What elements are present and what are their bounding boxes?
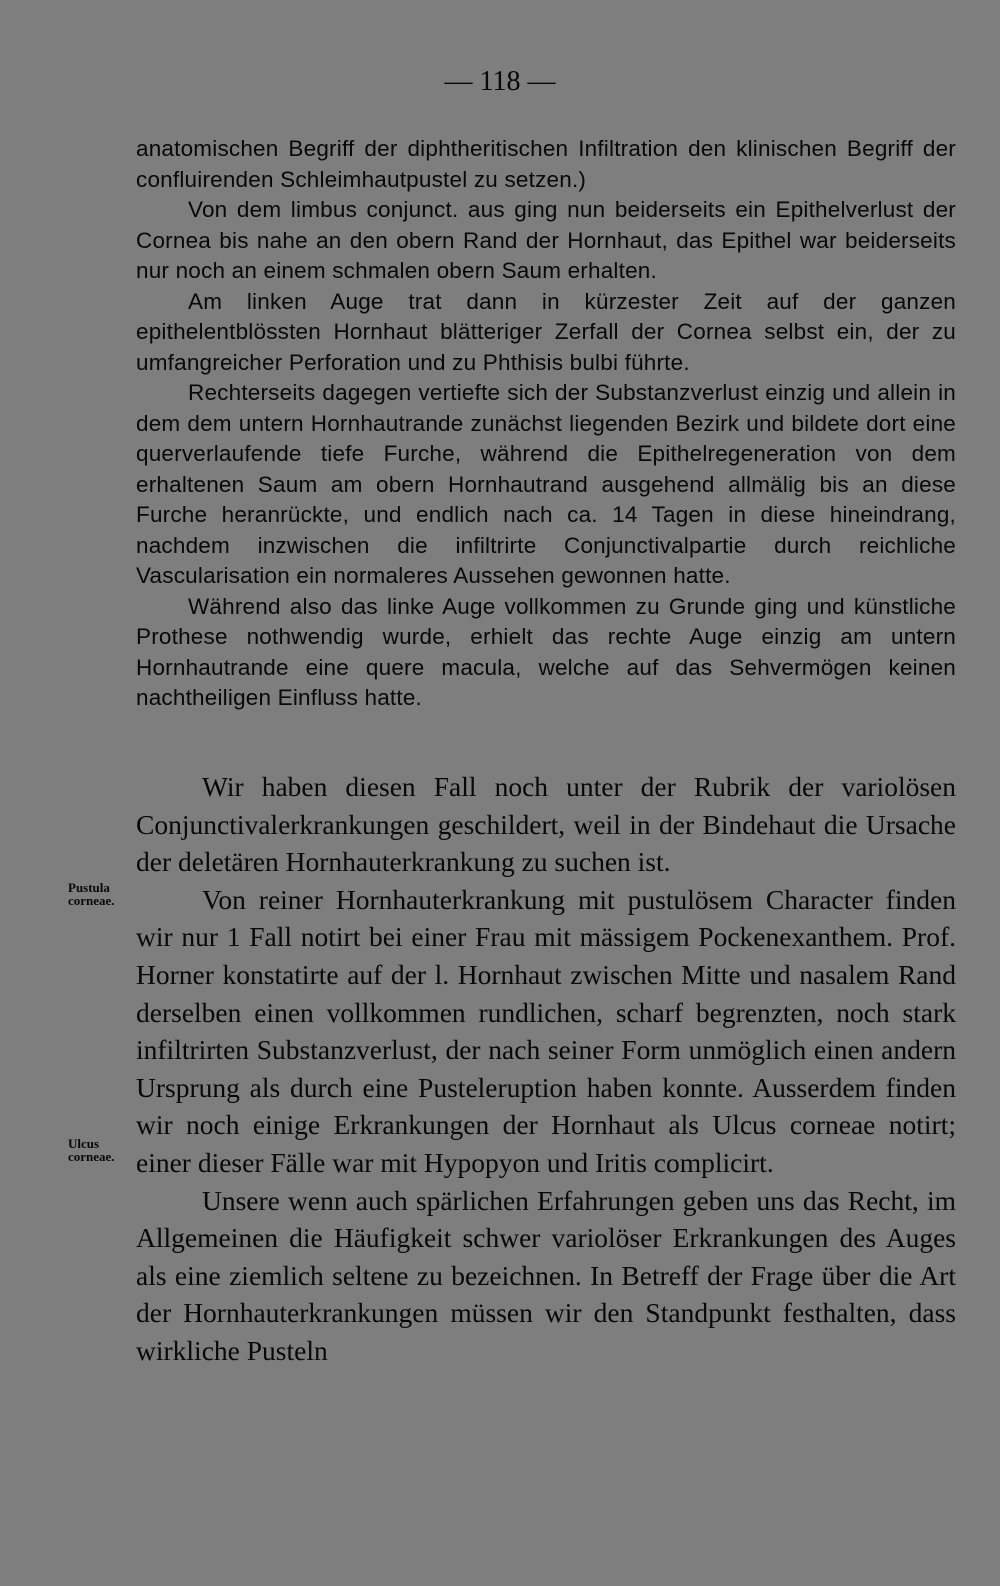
paragraph: Rechterseits dagegen vertiefte sich der Substanzverlust einzig und allein in dem dem untern Hornhautrande zunächst liegenden Bezirk und bildete dort eine querverlaufende tiefe Furche, während die Epithelregeneration von dem erhaltenen Saum am obern Hornhautrand ausgehend allmälig bis an diese Furche heranrückte, und endlich nach ca. 14 Tagen in diese hineindrang, nachdem inzwischen die infiltrirte Conjunctivalpartie durch reichliche Vascularisation ein normaleres Aussehen gewonnen hatte. bbox=[136, 380, 956, 588]
paragraph: Von reiner Hornhauterkrankung mit pustulösem Character finden wir nur 1 Fall notirt bei einer Frau mit mässigem Pockenexanthem. Prof. Horner konstatirte auf der l. Hornhaut zwischen Mitte und nasalem Rand derselben einen vollkommen rundlichen, scharf begrenzten, noch stark infiltrirten Substanzverlust, der nach seiner Form unmöglich einen andern Ursprung als durch eine Pusteleruption haben konnte. Ausserdem finden wir noch einige Erkrankungen der Hornhaut als Ulcus corneae notirt; einer dieser Fälle war mit Hypopyon und Iritis complicirt. bbox=[136, 883, 956, 1178]
page-number: — 118 — bbox=[444, 66, 556, 97]
paragraph: anatomischen Begriff der diphtheritischen Infiltration den klinischen Begriff der confluirenden Schleimhautpustel zu setzen.) bbox=[136, 136, 956, 192]
small-text-block bbox=[136, 134, 956, 714]
paragraph: Von dem limbus conjunct. aus ging nun beiderseits ein Epithelverlust der Cornea bis nahe an den obern Rand der Hornhaut, das Epithel war beiderseits nur noch an einem schmalen obern Saum erhalten. bbox=[136, 197, 956, 283]
paragraph: Wir haben diesen Fall noch unter der Rubrik der variolösen Conjunctivalerkrankungen geschildert, weil in der Bindehaut die Ursache der deletären Hornhauterkrankung zu suchen ist. bbox=[136, 771, 956, 878]
paragraph: Unsere wenn auch spärlichen Erfahrungen geben uns das Recht, im Allgemeinen die Häufigkeit schwer variolöser Erkrankungen des Auges als eine ziemlich seltene zu bezeichnen. In Betreff der Frage über die Art der Hornhauterkrankungen müssen wir den Standpunkt festhalten, dass wirkliche Pusteln bbox=[136, 1184, 956, 1366]
margin-note-line: Pustula bbox=[68, 880, 110, 895]
margin-note-line: corneae. bbox=[68, 893, 115, 908]
margin-note-line: corneae. bbox=[68, 1149, 115, 1164]
paragraph: Am linken Auge trat dann in kürzester Zeit auf der ganzen epithelentblössten Hornhaut blätteriger Zerfall der Cornea selbst ein, der zu umfangreicher Perforation und zu Phthisis bulbi führte. bbox=[136, 288, 956, 375]
margin-note-pustula bbox=[68, 881, 115, 907]
paragraph: Während also das linke Auge vollkommen zu Grunde ging und künstliche Prothese nothwendig wurde, erhielt das rechte Auge einzig am untern Hornhautrande eine quere macula, welche auf das Sehvermögen keinen nachtheiligen Einfluss hatte. bbox=[136, 593, 956, 710]
large-text-block bbox=[136, 768, 956, 1370]
margin-note-ulcus bbox=[68, 1137, 115, 1163]
margin-note-line: Ulcus bbox=[68, 1136, 100, 1151]
